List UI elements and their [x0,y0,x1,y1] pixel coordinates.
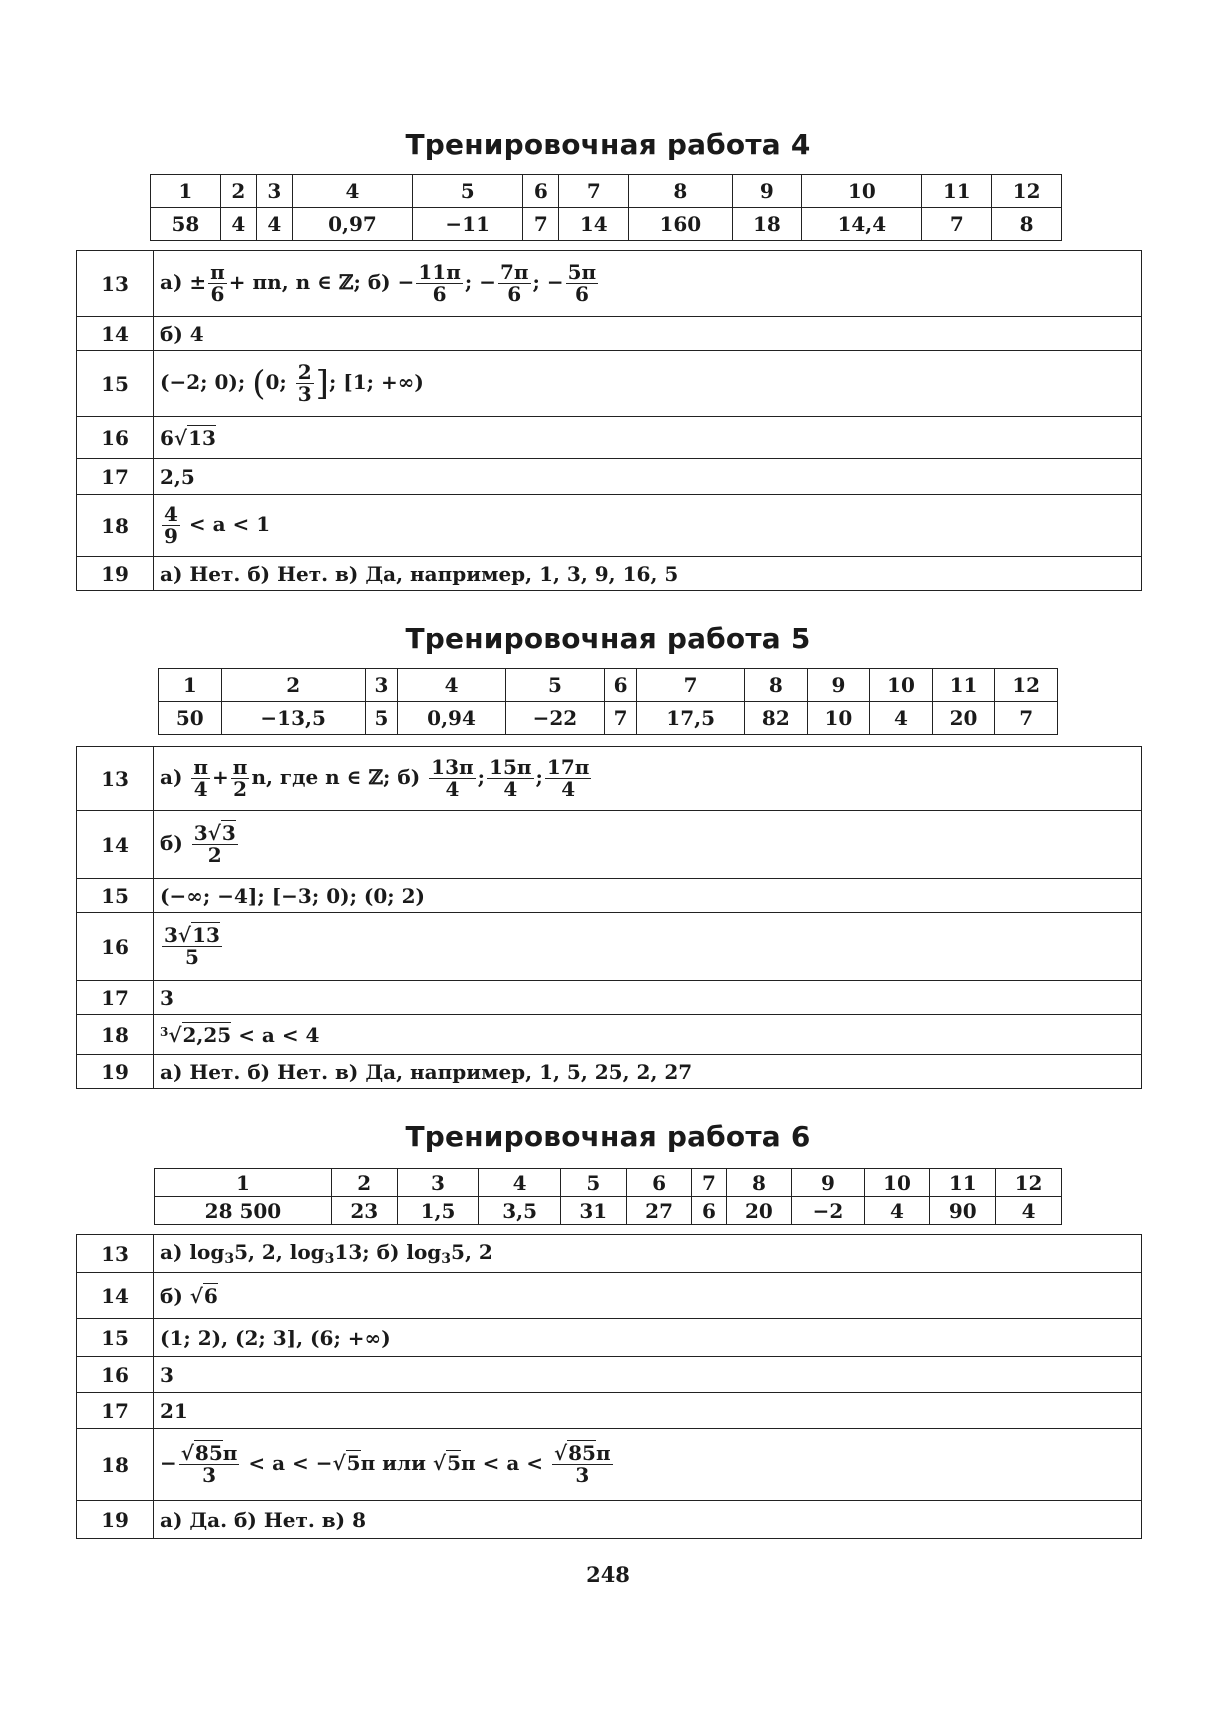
fraction [552,1443,613,1486]
answer-row-17 [77,459,1142,495]
sqrt-sign: √ [180,1441,194,1465]
answer-value: 58 [151,208,221,241]
answer-value: 90 [930,1197,996,1225]
answer-value: 7 [523,208,559,241]
task-number: 12 [995,669,1058,702]
answer-13 [154,251,1142,317]
answer-value: 160 [629,208,732,241]
answer-14: б) 4 [154,317,1142,351]
task-number: 11 [930,1169,996,1197]
answer-row-16 [77,1357,1142,1393]
answer-value: 82 [745,702,808,735]
sqrt-sign: √ [553,1441,568,1465]
radicand: 85 [194,1441,223,1465]
answer-row-14 [77,1273,1142,1319]
radicand: 13 [188,425,216,450]
row-number: 15 [77,879,154,913]
answer-row-16 [77,417,1142,459]
sqrt-sign: √ [189,1283,203,1308]
numerator: 7π [499,260,529,284]
numerator [162,925,222,947]
numerator: 15π [489,755,532,779]
task-number: 12 [996,1169,1062,1197]
task-number: 8 [629,175,732,208]
task-number: 4 [398,669,506,702]
denominator: 4 [445,777,460,801]
answer-text: ; [477,765,486,789]
row-number: 13 [77,1235,154,1273]
answer-19: а) Да. б) Нет. в) 8 [154,1501,1142,1539]
task-number: 11 [922,175,992,208]
answer-17: 21 [154,1393,1142,1429]
row-number: 19 [77,1501,154,1539]
numerator: 17π [546,755,590,779]
task-number: 7 [692,1169,726,1197]
answer-value: 7 [922,208,992,241]
task-number: 9 [807,669,870,702]
answer-text: < a < 1 [188,512,271,536]
answer-15: (1; 2), (2; 3], (6; +∞) [154,1319,1142,1357]
answer-text: ; [535,765,543,789]
answer-text: а) ± [160,270,207,294]
answer-value: 8 [992,208,1062,241]
answer-text: 13; б) log [334,1240,442,1264]
short-values-row [159,702,1058,735]
answer-value: 31 [560,1197,626,1225]
answer-row-13 [77,251,1142,317]
short-header-row [155,1169,1062,1197]
fraction [191,757,210,800]
answer-row-18 [77,1429,1142,1501]
answer-text: < a < 4 [231,1022,320,1047]
fraction [208,262,227,305]
sqrt-sign: √ [432,1451,447,1475]
answer-17: 2,5 [154,459,1142,495]
answer-row-18 [77,1015,1142,1055]
row-number: 14 [77,811,154,879]
row-number: 18 [77,495,154,557]
answer-13 [154,1235,1142,1273]
row-number: 17 [77,981,154,1015]
answer-text: ; [1; +∞) [328,370,424,394]
fraction [498,262,531,305]
fraction [545,757,591,800]
answer-text: + πn, n ∈ ℤ; б) − [228,270,415,294]
work-4-title: Тренировочная работа 4 [405,128,811,161]
answer-text: < a < − [241,1451,333,1475]
sqrt-sign: √ [177,923,192,947]
row-number: 13 [77,251,154,317]
answer-row-18 [77,495,1142,557]
denominator: 6 [574,282,589,306]
task-number: 12 [992,175,1062,208]
task-number: 11 [932,669,995,702]
work-5-full-answers [76,746,1142,1089]
radicand: 5 [346,1451,361,1475]
answer-value: 4 [864,1197,930,1225]
answer-value: 20 [932,702,995,735]
answer-text: n, где n ∈ ℤ; б) [251,765,428,789]
fraction [162,504,180,547]
task-number: 10 [870,669,933,702]
answer-19: а) Нет. б) Нет. в) Да, например, 1, 5, 25, 2, 27 [154,1055,1142,1089]
row-number: 14 [77,317,154,351]
answer-row-14 [77,317,1142,351]
denominator: 4 [503,777,518,801]
row-number: 15 [77,1319,154,1357]
denominator: 6 [507,282,522,306]
answer-text: + [212,765,229,789]
row-number: 15 [77,351,154,417]
answer-row-13 [77,747,1142,811]
answer-text: 6 [160,425,174,450]
answer-15 [154,351,1142,417]
answer-value: 50 [159,702,222,735]
short-header-row [159,669,1058,702]
answer-16: 3 [154,1357,1142,1393]
row-number: 16 [77,913,154,981]
log-base: 3 [224,1251,235,1267]
fraction [179,1443,240,1486]
answer-value: 3,5 [479,1197,561,1225]
radicand: 2,25 [182,1022,232,1047]
answer-row-16 [77,913,1142,981]
task-number: 5 [505,669,604,702]
answer-value: 4 [256,208,292,241]
pi-symbol: π [222,1441,238,1465]
row-number: 18 [77,1015,154,1055]
numerator: 5π [567,260,597,284]
work-6-full-answers [76,1234,1142,1539]
task-number: 8 [726,1169,792,1197]
radicand: 6 [203,1283,218,1308]
short-values-row [151,208,1062,241]
answer-value: 0,97 [292,208,412,241]
fraction [296,362,314,405]
answer-value: 4 [870,702,933,735]
answer-row-19 [77,1055,1142,1089]
answer-18 [154,1429,1142,1501]
answer-row-19 [77,557,1142,591]
numerator: π [232,755,248,779]
task-number: 10 [864,1169,930,1197]
root-index: 3 [160,1024,169,1039]
close-bracket: ] [315,363,329,404]
task-number: 1 [159,669,222,702]
answer-value: 14,4 [802,208,922,241]
fraction [192,823,238,866]
answer-text: (−2; 0); [160,370,253,394]
answer-16 [154,417,1142,459]
work-4-full-answers [76,250,1142,591]
answer-text: − [160,1451,177,1475]
numerator [192,823,238,845]
answer-row-19 [77,1501,1142,1539]
fraction [429,757,475,800]
answer-text: 0; [265,370,294,394]
numerator: π [193,755,209,779]
task-number: 7 [559,175,629,208]
answer-18 [154,495,1142,557]
task-number: 2 [331,1169,397,1197]
answer-value: 1,5 [397,1197,479,1225]
answer-text: а) log [160,1240,225,1264]
task-number: 6 [523,175,559,208]
task-number: 7 [637,669,745,702]
answer-row-17 [77,1393,1142,1429]
pi-symbol: π [595,1441,611,1465]
coefficient: 3 [193,821,208,845]
answer-row-15 [77,351,1142,417]
answer-value: 0,94 [398,702,506,735]
task-number: 4 [292,175,412,208]
radicand: 3 [221,821,236,845]
answer-row-14 [77,811,1142,879]
row-number: 19 [77,1055,154,1089]
row-number: 14 [77,1273,154,1319]
numerator: 2 [297,360,312,384]
answer-value: 28 500 [155,1197,332,1225]
fraction [162,925,222,968]
answer-value: 7 [604,702,636,735]
answer-text: π < a < [461,1451,550,1475]
numerator: 11π [418,260,461,284]
answer-14 [154,1273,1142,1319]
coefficient: 3 [164,923,178,947]
row-number: 19 [77,557,154,591]
answer-13 [154,747,1142,811]
numerator: π [210,260,225,284]
fraction [566,262,599,305]
work-5-title: Тренировочная работа 5 [405,622,811,655]
sqrt-sign: √ [173,425,188,450]
numerator [179,1443,240,1465]
answer-row-15 [77,1319,1142,1357]
task-number: 3 [256,175,292,208]
radicand: 13 [192,923,220,947]
radicand: 85 [568,1441,596,1465]
sqrt-sign: √ [168,1022,182,1047]
answer-value: −11 [413,208,523,241]
task-number: 2 [221,669,365,702]
denominator: 3 [202,1463,217,1487]
answer-text: б) [160,1283,190,1308]
answer-18 [154,1015,1142,1055]
answer-value: 6 [692,1197,726,1225]
denominator: 2 [233,777,248,801]
task-number: 9 [732,175,802,208]
task-number: 6 [604,669,636,702]
work-6-short-answers [154,1168,1062,1225]
denominator: 3 [297,382,312,406]
denominator: 3 [575,1463,590,1487]
row-number: 17 [77,459,154,495]
task-number: 8 [745,669,808,702]
answer-text: 5, 2 [451,1240,493,1264]
denominator: 6 [432,282,447,306]
answer-value: 27 [626,1197,692,1225]
task-number: 2 [220,175,256,208]
answer-14 [154,811,1142,879]
work-4-short-answers [150,174,1062,241]
answer-text: а) [160,765,190,789]
answer-text: ; − [532,270,564,294]
answer-value: 14 [559,208,629,241]
answer-15: (−∞; −4]; [−3; 0); (0; 2) [154,879,1142,913]
answer-19: а) Нет. б) Нет. в) Да, например, 1, 3, 9, 16, 5 [154,557,1142,591]
denominator: 4 [561,777,576,801]
task-number: 3 [397,1169,479,1197]
log-base: 3 [441,1251,452,1267]
answer-value: 4 [996,1197,1062,1225]
work-5-short-answers [158,668,1058,735]
task-number: 5 [413,175,523,208]
work-6-title: Тренировочная работа 6 [405,1120,811,1153]
numerator [552,1443,613,1465]
answer-text: б) [160,831,190,855]
row-number: 17 [77,1393,154,1429]
answer-16 [154,913,1142,981]
answer-value: 17,5 [637,702,745,735]
answer-row-17 [77,981,1142,1015]
denominator: 5 [185,945,199,969]
answer-value: −2 [792,1197,864,1225]
row-number: 16 [77,417,154,459]
task-number: 4 [479,1169,561,1197]
task-number: 1 [151,175,221,208]
denominator: 9 [164,524,178,548]
answer-value: 7 [995,702,1058,735]
task-number: 9 [792,1169,864,1197]
row-number: 13 [77,747,154,811]
answer-17: 3 [154,981,1142,1015]
fraction [231,757,250,800]
answer-row-15 [77,879,1142,913]
task-number: 1 [155,1169,332,1197]
denominator: 6 [210,282,225,306]
answer-value: 20 [726,1197,792,1225]
task-number: 6 [626,1169,692,1197]
answer-value: 23 [331,1197,397,1225]
page-number: 248 [586,1562,630,1587]
log-base: 3 [324,1251,335,1267]
open-parenthesis: ( [252,363,266,404]
answer-text: 5, 2, log [234,1240,325,1264]
answer-value: 10 [807,702,870,735]
numerator: 4 [164,502,178,526]
fraction [416,262,462,305]
answer-row-13 [77,1235,1142,1273]
denominator: 4 [193,777,208,801]
short-header-row [151,175,1062,208]
fraction [487,757,533,800]
row-number: 18 [77,1429,154,1501]
short-values-row [155,1197,1062,1225]
row-number: 16 [77,1357,154,1393]
answer-text: π или [360,1451,433,1475]
denominator: 2 [207,843,222,867]
answer-value: 18 [732,208,802,241]
task-number: 3 [365,669,397,702]
answer-value: 4 [220,208,256,241]
sqrt-sign: √ [207,821,221,845]
answer-value: −13,5 [221,702,365,735]
radicand: 5 [447,1451,461,1475]
answer-value: 5 [365,702,397,735]
task-number: 10 [802,175,922,208]
task-number: 5 [560,1169,626,1197]
answer-value: −22 [505,702,604,735]
numerator: 13π [431,755,474,779]
sqrt-sign: √ [332,1451,346,1475]
answer-text: ; − [464,270,496,294]
